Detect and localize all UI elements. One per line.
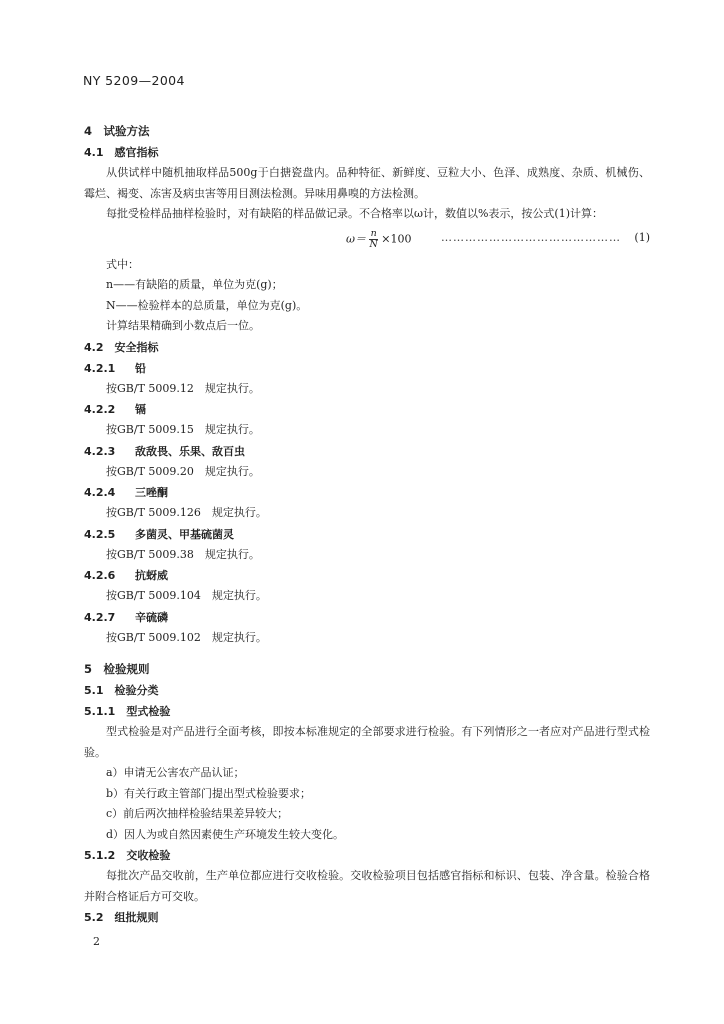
section-5-1-2-para: 每批次产品交收前，生产单位都应进行交收检验。交收检验项目包括感官指标和标识、包装、净含量。检验合格并附合格证后方可交收。 <box>84 869 650 903</box>
N-definition: N——检验样本的总质量，单位为克(g)。 <box>106 298 308 312</box>
section-4-2-7-text: 按GB/T 5009.102 规定执行。 <box>106 630 267 644</box>
item-name: 三唑酮 <box>135 486 168 499</box>
section-4-2-3-text: 按GB/T 5009.20 规定执行。 <box>106 464 260 478</box>
section-4-2-title: 4.2 安全指标 <box>84 340 159 354</box>
formula-denominator: N <box>369 238 378 250</box>
item-number: 4.2.7 <box>84 610 116 624</box>
section-4-1-para-2: 每批受检样品抽样检验时，对有缺陷的样品做记录。不合格率以ω计，数值以%表示，按公式(1)计算： <box>106 207 604 220</box>
section-5-title: 5 检验规则 <box>84 662 150 676</box>
n-definition: n——有缺陷的质量，单位为克(g)； <box>106 278 283 291</box>
section-4-title: 4 试验方法 <box>84 124 150 138</box>
formula-fraction <box>369 229 377 250</box>
formula-numerator: n <box>370 227 377 239</box>
section-4-2-4-title <box>84 482 650 503</box>
section-4-2-6-title <box>84 565 650 586</box>
item-name: 辛硫磷 <box>135 610 168 624</box>
formula-leader-dots: ……………………………………… <box>441 230 621 244</box>
precision-note: 计算结果精确到小数点后一位。 <box>106 319 260 332</box>
section-4-2-2-title <box>84 399 650 420</box>
item-name: 铅 <box>135 361 146 375</box>
formula-rhs: ×100 <box>381 232 412 245</box>
section-4-2-1-title <box>84 358 650 379</box>
section-5-2-title: 5.2 组批规则 <box>84 911 159 924</box>
document-body <box>84 120 650 928</box>
item-number: 4.2.3 <box>84 444 116 458</box>
section-4-2-6-text: 按GB/T 5009.104 规定执行。 <box>106 589 267 602</box>
item-number: 4.2.2 <box>84 403 116 416</box>
section-4-2-3-title <box>84 441 650 462</box>
item-number: 4.2.1 <box>84 361 116 375</box>
item-name: 镉 <box>135 403 146 416</box>
list-item-b: b）有关行政主管部门提出型式检验要求； <box>106 786 312 800</box>
item-name: 多菌灵、甲基硫菌灵 <box>135 527 234 541</box>
section-4-1-para-1: 从供试样中随机抽取样品500g于白搪瓷盘内。品种特征、新鲜度、豆粒大小、色泽、成熟度、杂质、机械伤、霉烂、褐变、冻害及病虫害等用目测法检测。异味用鼻嗅的方法检测。 <box>84 166 650 200</box>
item-name: 抗蚜威 <box>135 569 168 582</box>
standard-code: NY 5209—2004 <box>83 73 185 88</box>
page-number: 2 <box>93 935 100 948</box>
section-4-2-4-text: 按GB/T 5009.126 规定执行。 <box>106 506 267 519</box>
section-5-1-1-para: 型式检验是对产品进行全面考核，即按本标准规定的全部要求进行检验。有下列情形之一者应对产品进行型式检验。 <box>84 725 650 759</box>
item-name: 敌敌畏、乐果、敌百虫 <box>135 444 245 458</box>
section-4-2-1-text: 按GB/T 5009.12 规定执行。 <box>106 381 260 395</box>
list-item-d: d）因人为或自然因素使生产环境发生较大变化。 <box>106 827 345 841</box>
section-4-2-5-text: 按GB/T 5009.38 规定执行。 <box>106 547 260 561</box>
item-number: 4.2.4 <box>84 486 116 499</box>
where-label: 式中： <box>106 257 139 271</box>
section-5-1-1-title: 5.1.1 型式检验 <box>84 705 171 718</box>
list-item-a: a）申请无公害农产品认证； <box>106 766 245 779</box>
section-4-2-5-title <box>84 524 650 545</box>
section-4-2-7-title <box>84 607 650 628</box>
section-5-1-2-title: 5.1.2 交收检验 <box>84 849 171 862</box>
item-number: 4.2.6 <box>84 569 116 582</box>
formula-expression <box>346 229 412 250</box>
formula-number: (1) <box>634 230 650 244</box>
list-item-c: c）前后两次抽样检验结果差异较大； <box>106 807 289 820</box>
section-4-1-title: 4.1 感官指标 <box>84 146 159 159</box>
formula-lhs: ω＝ <box>346 232 366 245</box>
formula-1 <box>84 225 650 255</box>
section-4-2-2-text: 按GB/T 5009.15 规定执行。 <box>106 423 260 436</box>
section-5-1-title: 5.1 检验分类 <box>84 684 159 697</box>
item-number: 4.2.5 <box>84 527 116 541</box>
